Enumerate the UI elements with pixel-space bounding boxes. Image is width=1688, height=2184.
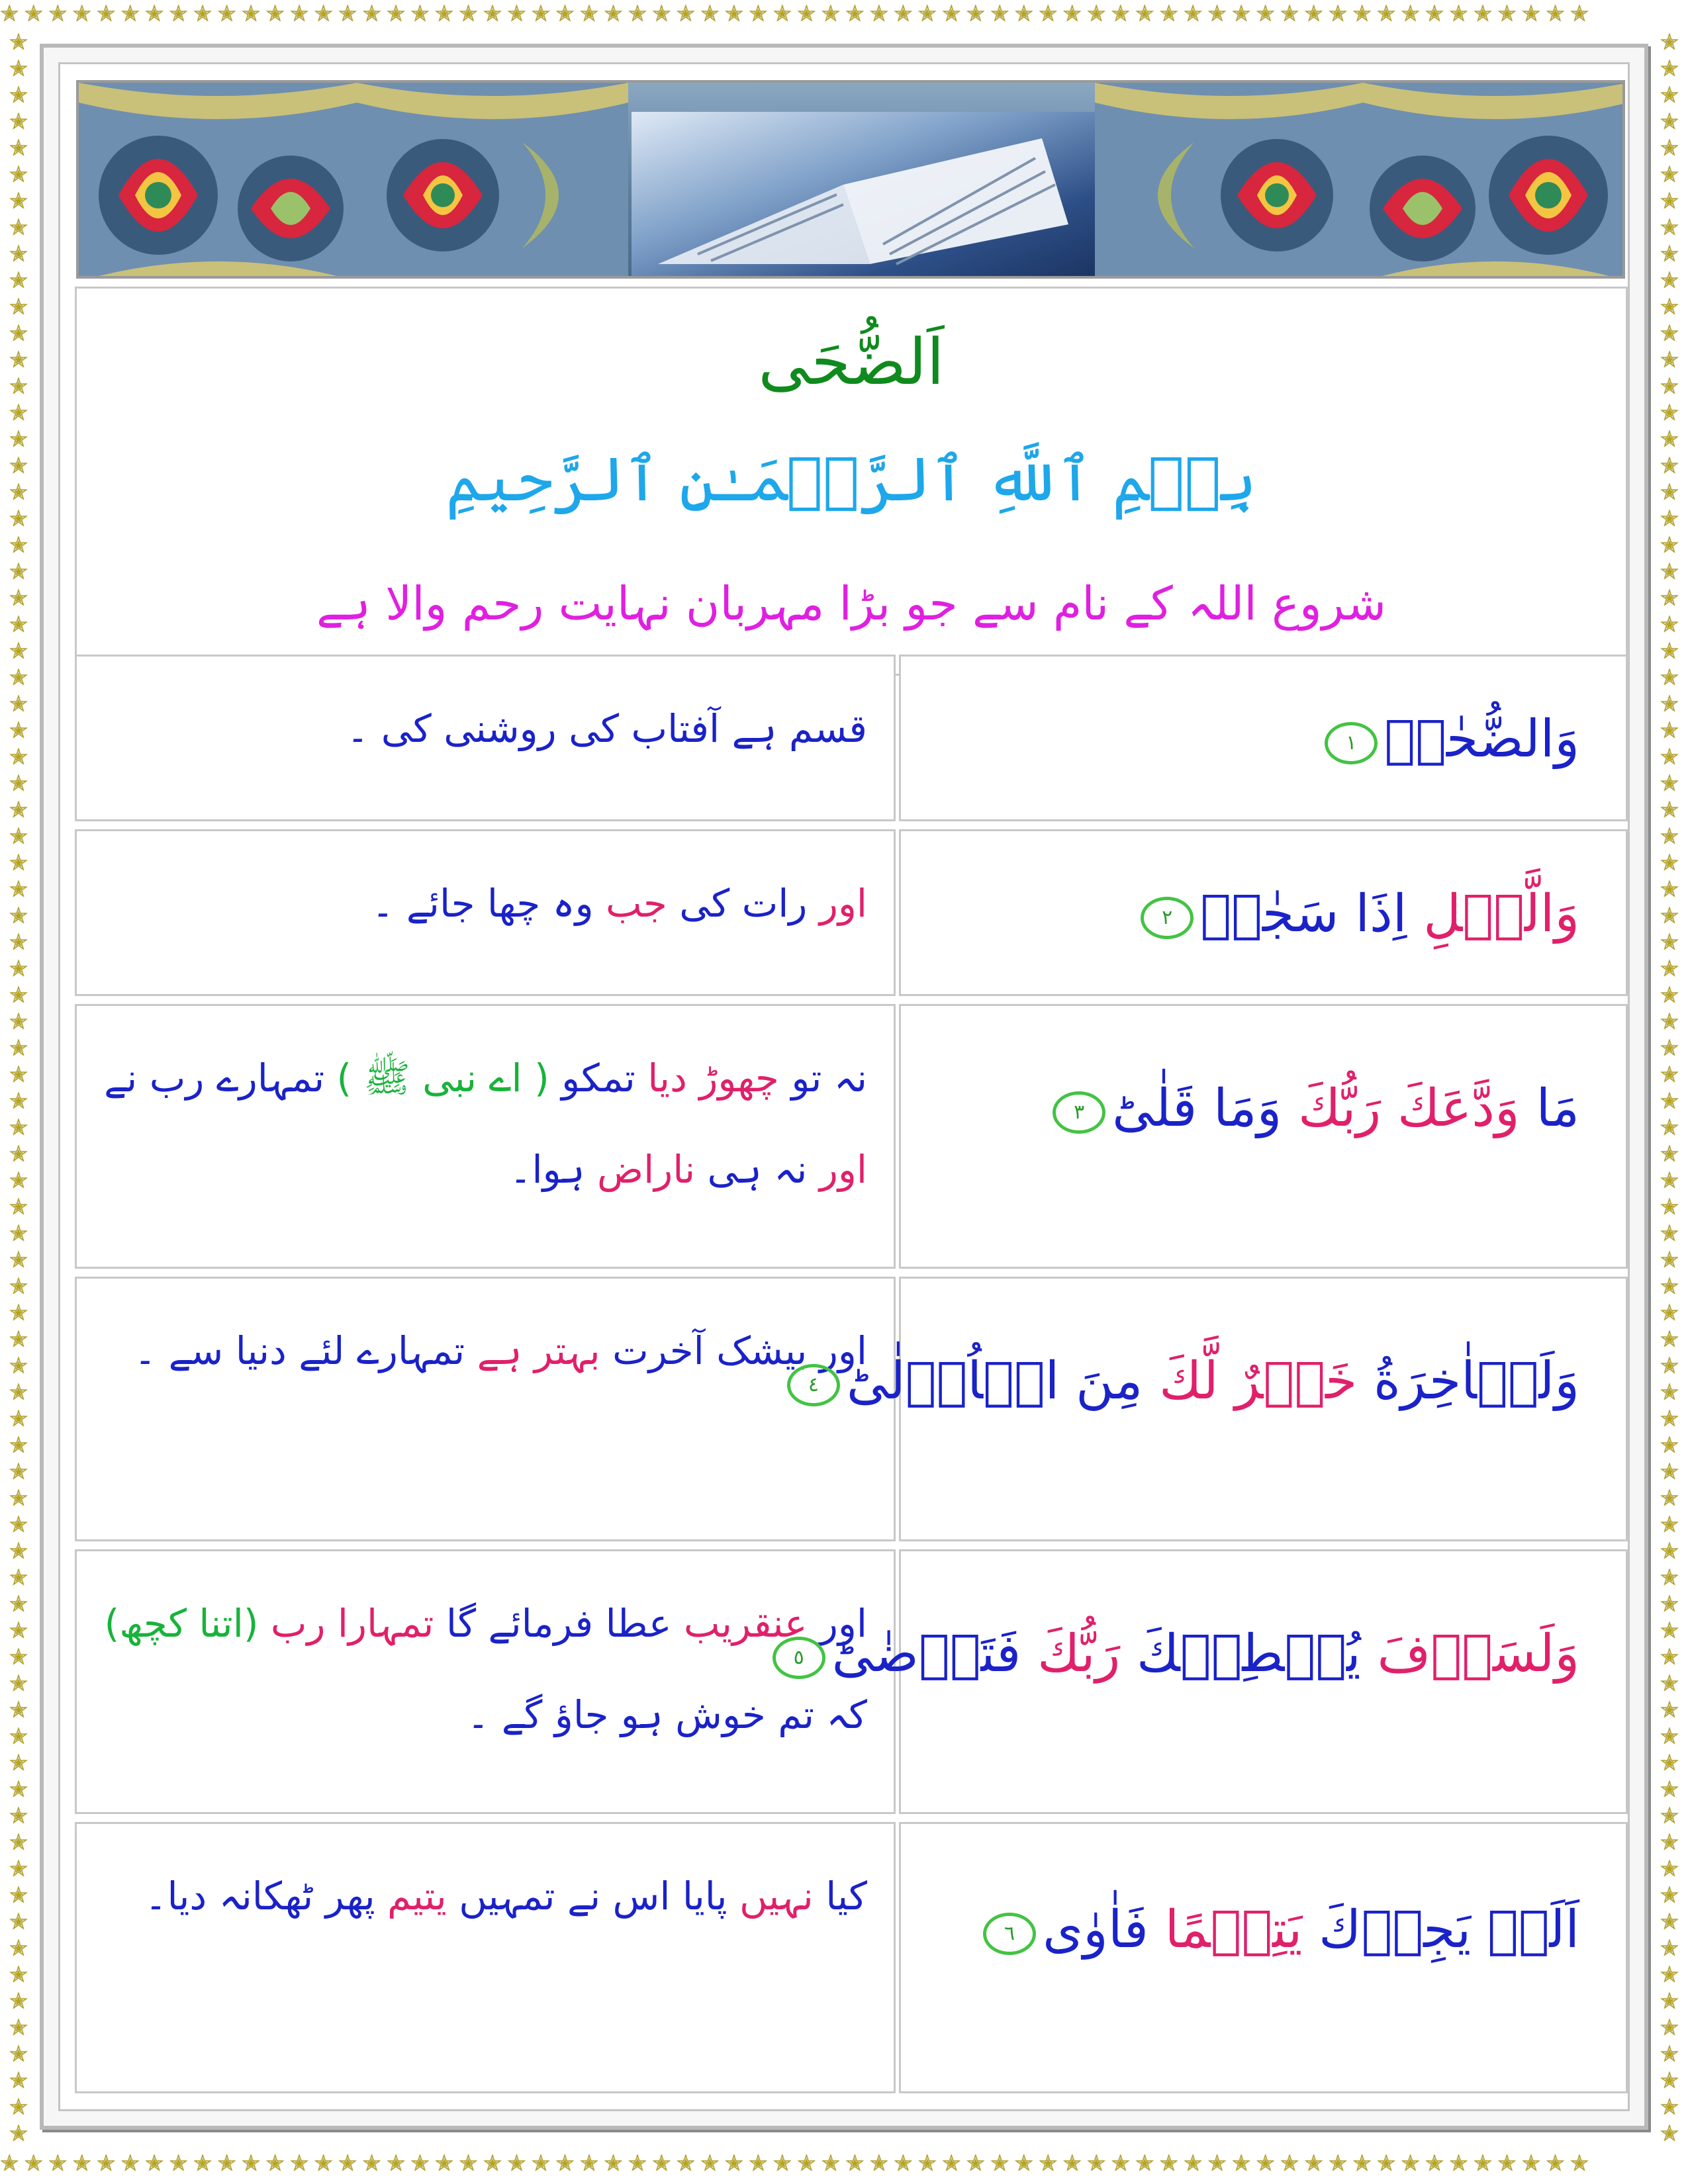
verse-row xyxy=(75,1822,1628,2093)
ornament-tile-left-2 xyxy=(357,83,628,279)
urdu-word: تمہارا رب xyxy=(258,1601,434,1646)
quran-book-image xyxy=(632,112,1095,279)
verse-row xyxy=(75,1004,1628,1269)
verse-row xyxy=(75,655,1628,821)
star-border-top: ✭✭✭✭✭✭✭✭✭✭✭✭✭✭✭✭✭✭✭✭✭✭✭✭✭✭✭✭✭✭✭✭✭✭✭✭✭✭✭✭✭✭✭✭✭✭✭✭✭✭✭✭✭✭✭✭✭✭✭✭✭✭✭✭✭✭ xyxy=(0,3,1595,27)
arabic-word: اَلَمۡ يَجِدۡكَ xyxy=(1302,1900,1579,1960)
arabic-word: رَبُّكَ xyxy=(1282,1079,1382,1138)
urdu-translation-cell xyxy=(75,1822,896,2093)
urdu-word: یتیم xyxy=(375,1874,447,1919)
urdu-translation-cell xyxy=(75,829,896,996)
bismillah: بِسۡمِ ٱللَّهِ ٱلرَّحۡمَـٰنِ ٱلرَّحِيمِ xyxy=(445,444,1257,515)
surah-title-block xyxy=(75,287,1628,676)
urdu-word: ( اے نبی ﷺ ) xyxy=(324,1056,549,1101)
urdu-word: تمہارے لئے دنیا سے ۔ xyxy=(134,1328,465,1373)
verse-row xyxy=(75,1549,1628,1814)
arabic-verse-cell xyxy=(808,1277,1628,1541)
page-frame xyxy=(40,44,1648,2130)
urdu-translation-text xyxy=(103,1578,867,1760)
urdu-word: جب xyxy=(593,881,667,926)
star-border-bottom: ✭✭✭✭✭✭✭✭✭✭✭✭✭✭✭✭✭✭✭✭✭✭✭✭✭✭✭✭✭✭✭✭✭✭✭✭✭✭✭✭✭✭✭✭✭✭✭✭✭✭✭✭✭✭✭✭✭✭✭✭✭✭✭✭✭✭ xyxy=(0,2152,1595,2177)
urdu-word: چھوڑ دیا xyxy=(635,1056,779,1101)
urdu-word: عطا فرمائے گا xyxy=(434,1601,672,1646)
ayah-number-marker: ٦ xyxy=(983,1913,1036,1955)
ayah-number-marker: ١ xyxy=(1325,722,1378,764)
urdu-translation-text xyxy=(103,1305,867,1396)
arabic-verse-text xyxy=(808,1345,1579,1418)
urdu-translation-cell xyxy=(75,655,896,821)
urdu-word: پایا اس نے تمہیں xyxy=(446,1874,727,1919)
verse-row xyxy=(75,829,1628,996)
urdu-translation-cell xyxy=(75,1277,896,1541)
arabic-verse-text xyxy=(921,1893,1579,1966)
arabic-verse-cell xyxy=(899,1004,1628,1269)
urdu-word: نہ ہی xyxy=(695,1147,808,1192)
urdu-word: تمہارے رب نے xyxy=(104,1056,325,1101)
star-border-left: ✭✭✭✭✭✭✭✭✭✭✭✭✭✭✭✭✭✭✭✭✭✭✭✭✭✭✭✭✭✭✭✭✭✭✭✭✭✭✭✭✭✭✭✭✭✭✭✭✭✭✭✭✭✭✭✭✭✭✭✭✭✭✭✭✭✭✭✭✭✭✭✭✭✭✭✭✭✭✭✭ xyxy=(9,29,28,2147)
urdu-word: رات کی xyxy=(667,881,808,926)
verse-row xyxy=(75,1277,1628,1541)
arabic-word: وَالَّيۡلِ xyxy=(1407,884,1579,944)
arabic-word: خَيۡرٌ xyxy=(1218,1351,1358,1411)
arabic-verse-cell xyxy=(899,1822,1628,2093)
arabic-word: وَدَّعَكَ xyxy=(1381,1079,1520,1138)
arabic-word: فَاٰوٰى xyxy=(1043,1900,1149,1960)
urdu-word: ہوا۔ xyxy=(509,1147,585,1192)
arabic-word: وَلَلۡاٰخِرَةُ xyxy=(1357,1351,1579,1411)
arabic-verse-text xyxy=(921,878,1579,950)
header-banner xyxy=(76,80,1625,279)
arabic-verse-text xyxy=(921,1072,1579,1145)
urdu-word: اور xyxy=(807,1601,867,1646)
arabic-verse-text xyxy=(921,703,1579,776)
urdu-word: تمکو xyxy=(549,1056,635,1101)
urdu-word: اور بیشک آخرت xyxy=(600,1328,867,1373)
urdu-word: وہ چھا جائے ۔ xyxy=(371,881,594,926)
arabic-word: مِنَ الۡاُوۡلٰىؕ xyxy=(846,1351,1143,1411)
page-inner xyxy=(58,62,1630,2111)
urdu-word: اور xyxy=(807,1147,867,1192)
urdu-word: ناراض xyxy=(585,1147,696,1192)
arabic-verse-cell xyxy=(899,829,1628,996)
ayah-number-marker: ٥ xyxy=(773,1637,825,1679)
urdu-word: قسم ہے آفتاب کی روشنی کی ۔ xyxy=(346,706,867,751)
urdu-word: نہیں xyxy=(727,1874,814,1919)
ayah-number-marker: ٢ xyxy=(1141,897,1194,939)
urdu-word: نہ تو xyxy=(778,1056,867,1101)
arabic-word: وَالضُّحٰىۙ xyxy=(1384,709,1579,769)
arabic-word: لَّكَ xyxy=(1143,1351,1219,1411)
bismillah-translation: شروع اللہ کے نام سے جو بڑا مہربان نہایت رحم والا ہے xyxy=(316,576,1386,631)
arabic-verse-cell xyxy=(899,655,1628,821)
urdu-word: پھر ٹھکانہ دیا۔ xyxy=(144,1874,375,1919)
urdu-word: اور xyxy=(807,881,867,926)
urdu-translation-text xyxy=(103,858,867,949)
arabic-word: مَا xyxy=(1519,1079,1579,1138)
ornament-tile-left xyxy=(79,83,357,279)
arabic-word: رَبُّكَ xyxy=(1021,1624,1121,1684)
urdu-word: کہ تم خوش ہو جاؤ گے ۔ xyxy=(467,1692,867,1737)
ornament-tile-right xyxy=(1363,83,1625,279)
arabic-word: يُعۡطِيۡكَ xyxy=(1120,1624,1361,1684)
urdu-word: (اتنا کچھ) xyxy=(104,1601,259,1646)
ornament-tile-right-2 xyxy=(1095,83,1363,279)
urdu-word: عنقریب xyxy=(671,1601,808,1646)
urdu-translation-text xyxy=(103,683,867,774)
arabic-word: اِذَا سَجٰىۙ xyxy=(1200,884,1407,944)
arabic-word: يَتِيۡمًا xyxy=(1148,1900,1303,1960)
arabic-word: وَلَسَوۡفَ xyxy=(1360,1624,1579,1684)
ayah-number-marker: ٣ xyxy=(1053,1091,1105,1134)
arabic-word: فَتَرۡضٰىؕ xyxy=(831,1624,1021,1684)
arabic-word: وَمَا قَلٰىؕ xyxy=(1112,1079,1282,1138)
urdu-word: بہتر ہے xyxy=(465,1328,600,1373)
urdu-translation-text xyxy=(103,1032,867,1215)
surah-name: اَلضُّحَى xyxy=(758,325,945,399)
ayah-number-marker: ٤ xyxy=(787,1364,840,1406)
urdu-translation-cell xyxy=(75,1004,896,1269)
urdu-word: کیا xyxy=(813,1874,867,1919)
star-border-right: ✭✭✭✭✭✭✭✭✭✭✭✭✭✭✭✭✭✭✭✭✭✭✭✭✭✭✭✭✭✭✭✭✭✭✭✭✭✭✭✭✭✭✭✭✭✭✭✭✭✭✭✭✭✭✭✭✭✭✭✭✭✭✭✭✭✭✭✭✭✭✭✭✭✭✭✭✭✭✭✭ xyxy=(1660,29,1679,2147)
urdu-translation-text xyxy=(103,1850,867,1942)
